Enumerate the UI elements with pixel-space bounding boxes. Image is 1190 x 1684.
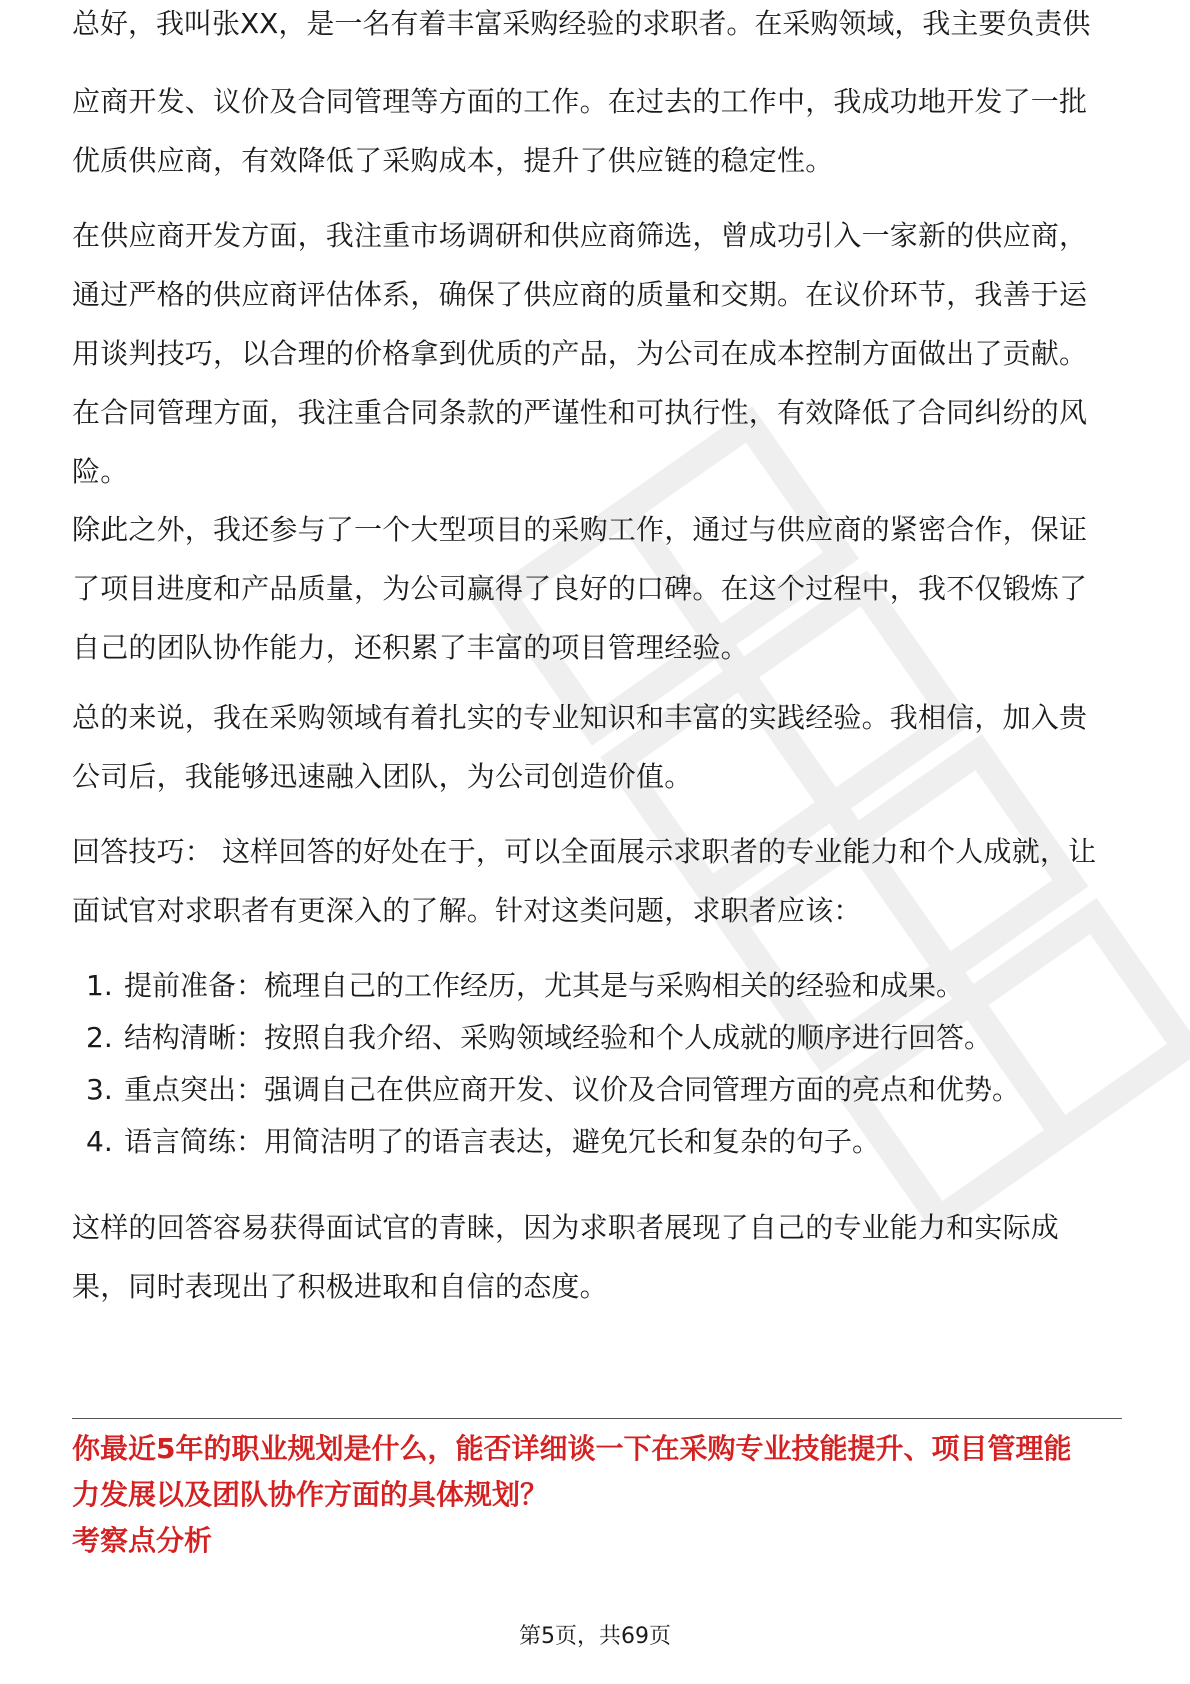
paragraph-supplier-development: [72, 206, 1122, 501]
text-line: 了项目进度和产品质量，为公司赢得了良好的口碑。在这个过程中，我不仅锻炼了: [72, 572, 1088, 605]
list-item-text: 语言简练：用简洁明了的语言表达，避免冗长和复杂的句子。: [124, 1125, 881, 1158]
analysis-heading: 考察点分析: [72, 1524, 213, 1557]
text-line: 险。: [72, 455, 129, 488]
section-divider: [72, 1418, 1122, 1419]
list-item: [72, 1064, 1122, 1116]
paragraph-summary: [72, 688, 1122, 806]
text-line: 这样的回答容易获得面试官的青睐，因为求职者展现了自己的专业能力和实际成: [72, 1211, 1060, 1244]
list-item: [72, 1012, 1122, 1064]
paragraph-intro: [72, 72, 1122, 190]
cut-off-text-line: 总好，我叫张XX，是一名有着丰富采购经验的求职者。在采购领域，我主要负责供: [72, 7, 1091, 40]
text-line: 自己的团队协作能力，还积累了丰富的项目管理经验。: [72, 631, 749, 664]
list-number: 4.: [86, 1125, 113, 1158]
text-line: 面试官对求职者有更深入的了解。针对这类问题，求职者应该：: [72, 894, 862, 927]
text-line: 公司后，我能够迅速融入团队，为公司创造价值。: [72, 760, 693, 793]
text-line: 优质供应商，有效降低了采购成本，提升了供应链的稳定性。: [72, 144, 834, 177]
text-line: 用谈判技巧，以合理的价格拿到优质的产品，为公司在成本控制方面做出了贡献。: [72, 337, 1088, 370]
text-line: 总的来说，我在采购领域有着扎实的专业知识和丰富的实践经验。我相信，加入贵: [72, 701, 1088, 734]
list-number: 3.: [86, 1073, 113, 1106]
text-line: 通过严格的供应商评估体系，确保了供应商的质量和交期。在议价环节，我善于运: [72, 278, 1088, 311]
text-line: 在供应商开发方面，我注重市场调研和供应商筛选，曾成功引入一家新的供应商，: [72, 219, 1088, 252]
question-line: 力发展以及团队协作方面的具体规划？: [72, 1478, 549, 1511]
list-item-text: 结构清晰：按照自我介绍、采购领域经验和个人成就的顺序进行回答。: [124, 1021, 993, 1054]
page-number: 第5页，共69页: [519, 1624, 671, 1649]
text-line: 应商开发、议价及合同管理等方面的工作。在过去的工作中，我成功地开发了一批: [72, 85, 1088, 118]
list-item: [72, 1116, 1122, 1168]
question-line: 你最近5年的职业规划是什么，能否详细谈一下在采购专业技能提升、项目管理能: [72, 1432, 1072, 1465]
text-line: 除此之外，我还参与了一个大型项目的采购工作，通过与供应商的紧密合作，保证: [72, 513, 1088, 546]
paragraph-closing: [72, 1198, 1122, 1316]
text-line: 在合同管理方面，我注重合同条款的严谨性和可执行性，有效降低了合同纠纷的风: [72, 396, 1088, 429]
list-item-text: 重点突出：强调自己在供应商开发、议价及合同管理方面的亮点和优势。: [124, 1073, 1021, 1106]
list-item-text: 提前准备：梳理自己的工作经历，尤其是与采购相关的经验和成果。: [124, 969, 965, 1002]
list-number: 1.: [86, 969, 113, 1002]
list-number: 2.: [86, 1021, 113, 1054]
paragraph-answer-tips: [72, 822, 1122, 940]
text-line: 果，同时表现出了积极进取和自信的态度。: [72, 1270, 608, 1303]
text-line: 回答技巧： 这样回答的好处在于，可以全面展示求职者的专业能力和个人成就，让: [72, 835, 1097, 868]
paragraph-project: [72, 500, 1122, 677]
tips-list: [72, 960, 1122, 1168]
next-question-heading: [72, 1426, 1122, 1518]
list-item: [72, 960, 1122, 1012]
